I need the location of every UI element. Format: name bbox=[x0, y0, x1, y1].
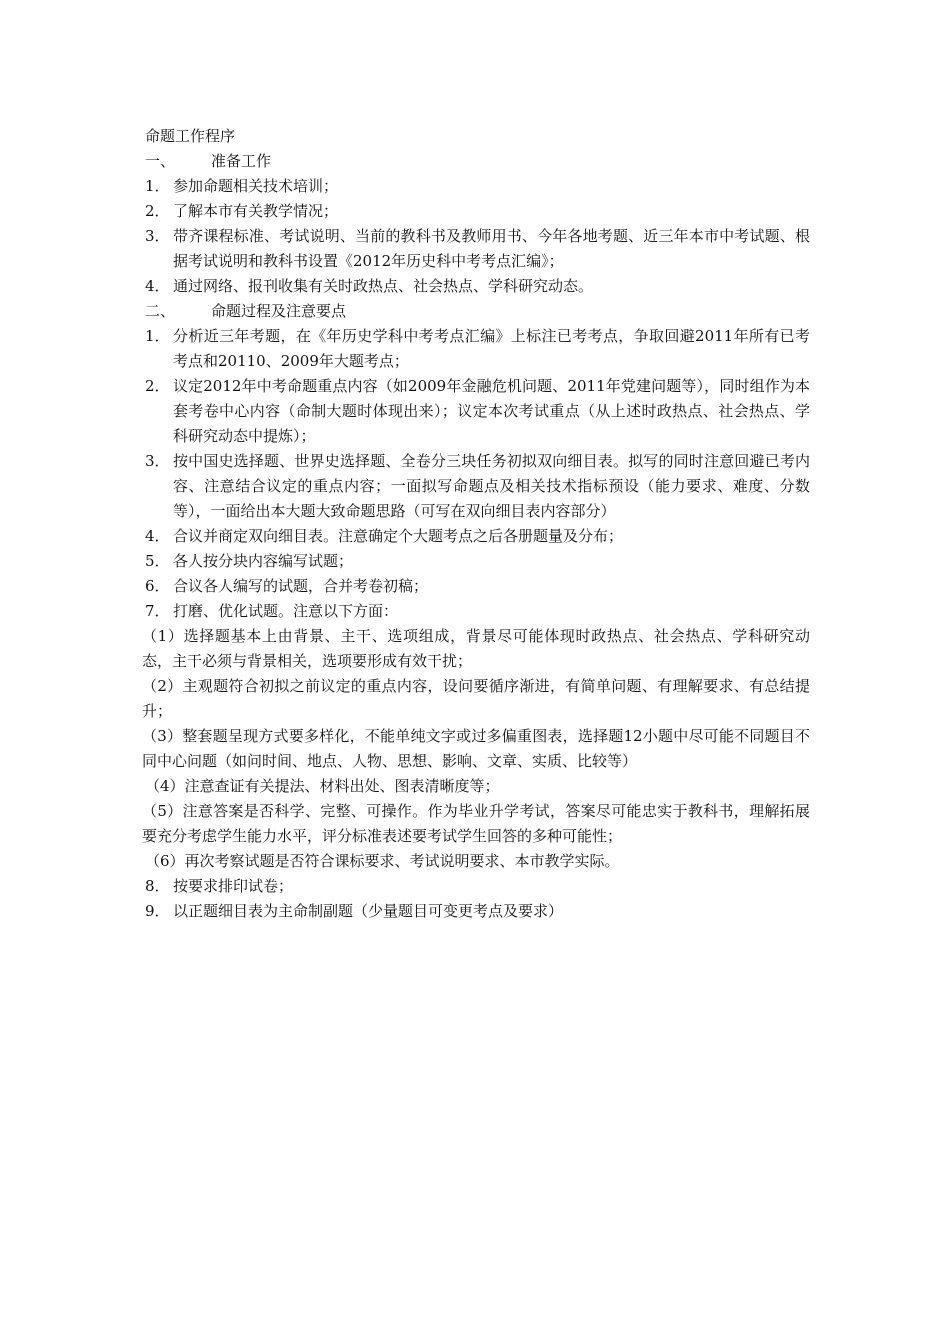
subpoint-3: （3）整套题呈现方式要多样化，不能单纯文字或过多偏重图表，选择题12小题中尽可能不同题目不同中心问题（如问时间、地点、人物、思想、影响、文章、实质、比较等） bbox=[142, 727, 810, 770]
item-number: 3． bbox=[145, 452, 170, 470]
list-item bbox=[145, 899, 810, 924]
list-item bbox=[145, 174, 810, 199]
item-number: 4． bbox=[145, 277, 170, 295]
item-text: 打磨、优化试题。注意以下方面： bbox=[173, 602, 399, 620]
item-number: 6． bbox=[145, 577, 170, 595]
item-text: 参加命题相关技术培训； bbox=[173, 177, 339, 195]
list-item bbox=[145, 524, 810, 549]
section-2-heading bbox=[145, 299, 810, 324]
list-item bbox=[145, 324, 810, 374]
item-text: 以正题细目表为主命制副题（少量题目可变更考点及要求） bbox=[173, 902, 564, 920]
item-text: 了解本市有关教学情况； bbox=[173, 202, 339, 220]
list-item bbox=[145, 574, 810, 599]
subpoint-1: （1）选择题基本上由背景、主干、选项组成，背景尽可能体现时政热点、社会热点、学科研究动态，主干必须与背景相关，选项要形成有效干扰； bbox=[142, 627, 810, 670]
item-number: 3． bbox=[145, 227, 170, 245]
document-title: 命题工作程序 bbox=[145, 127, 236, 145]
item-number: 4． bbox=[145, 527, 170, 545]
list-item bbox=[145, 549, 810, 574]
item-number: 7． bbox=[145, 602, 170, 620]
section-2-title: 命题过程及注意要点 bbox=[211, 302, 347, 320]
section-1-title: 准备工作 bbox=[211, 152, 272, 170]
section-2-number: 二、 bbox=[145, 302, 176, 320]
item-text: 各人按分块内容编写试题； bbox=[173, 552, 354, 570]
item-number: 2． bbox=[145, 202, 170, 220]
item-text: 议定2012年中考命题重点内容（如2009年金融危机问题、2011年党建问题等），同时组作为本套考卷中心内容（命制大题时体现出来）；议定本次考试重点（从上述时政热点、社会热点、学科研究动态中提炼）； bbox=[173, 377, 810, 445]
list-item bbox=[145, 599, 810, 624]
item-text: 按要求排印试卷； bbox=[173, 877, 294, 895]
item-number: 9． bbox=[145, 902, 170, 920]
item-number: 1． bbox=[145, 177, 170, 195]
section-1-number: 一、 bbox=[145, 152, 176, 170]
list-item bbox=[145, 374, 810, 449]
document-body bbox=[142, 124, 810, 924]
item-text: 通过网络、报刊收集有关时政热点、社会热点、学科研究动态。 bbox=[173, 277, 594, 295]
list-item bbox=[145, 874, 810, 899]
list-item bbox=[145, 199, 810, 224]
item-number: 8． bbox=[145, 877, 170, 895]
subpoint-4: （4）注意查证有关提法、材料出处、图表清晰度等； bbox=[145, 777, 500, 795]
list-item bbox=[145, 449, 810, 524]
subpoint-2: （2）主观题符合初拟之前议定的重点内容，设问要循序渐进，有简单问题、有理解要求、有总结提升； bbox=[142, 677, 810, 720]
item-text: 按中国史选择题、世界史选择题、全卷分三块任务初拟双向细目表。拟写的同时注意回避已考内容、注意结合议定的重点内容；一面拟写命题点及相关技术指标预设（能力要求、难度、分数等），一面给出本大题大致命题思路（可写在双向细目表内容部分） bbox=[173, 452, 810, 520]
item-text: 合议各人编写的试题，合并考卷初稿； bbox=[173, 577, 429, 595]
section-1-heading bbox=[145, 149, 810, 174]
item-number: 5． bbox=[145, 552, 170, 570]
item-number: 1． bbox=[145, 327, 170, 345]
item-text: 带齐课程标准、考试说明、当前的教科书及教师用书、今年各地考题、近三年本市中考试题、根据考试说明和教科书设置《2012年历史科中考考点汇编》； bbox=[173, 227, 810, 270]
subpoint-5: （5）注意答案是否科学、完整、可操作。作为毕业升学考试，答案尽可能忠实于教科书，理解拓展要充分考虑学生能力水平，评分标准表述要考试学生回答的多种可能性； bbox=[142, 802, 810, 845]
item-text: 合议并商定双向细目表。注意确定个大题考点之后各册题量及分布； bbox=[173, 527, 624, 545]
item-text: 分析近三年考题，在《年历史学科中考考点汇编》上标注已考考点，争取回避2011年所有已考考点和20110、2009年大题考点； bbox=[173, 327, 810, 370]
list-item bbox=[145, 274, 810, 299]
list-item bbox=[145, 224, 810, 274]
subpoint-6: （6）再次考察试题是否符合课标要求、考试说明要求、本市教学实际。 bbox=[145, 852, 620, 870]
item-number: 2． bbox=[145, 377, 170, 395]
